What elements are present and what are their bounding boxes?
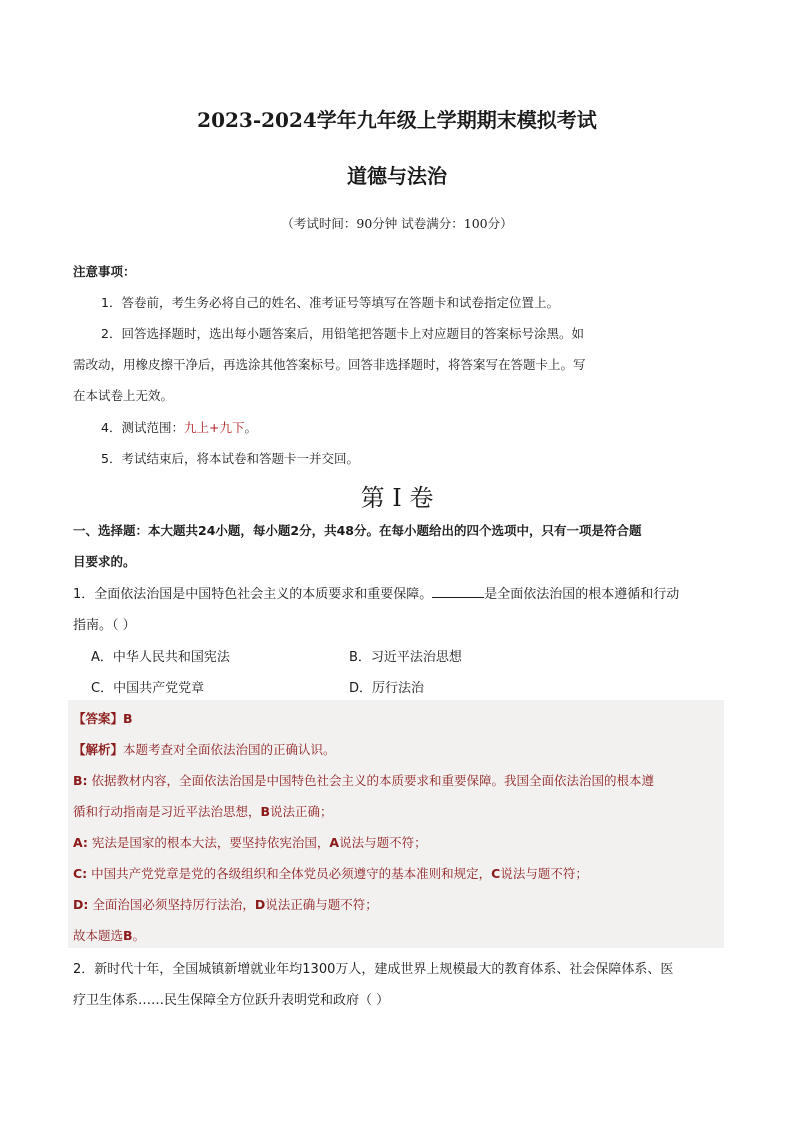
conclusion-text-b: 。 bbox=[132, 928, 146, 943]
question-1-option-a: A．中华人民共和国宪法 bbox=[91, 650, 230, 665]
analysis-b-line-2 bbox=[73, 802, 333, 820]
analysis-a-text-b: 说法与题不符； bbox=[339, 835, 427, 850]
question-2-line-1: 2．新时代十年，全国城镇新增就业年均1300万人，建成世界上规模最大的教育体系、社会保障体系、医 bbox=[73, 962, 674, 977]
analysis-b-line-1 bbox=[73, 771, 654, 789]
analysis-a-line bbox=[73, 833, 427, 851]
test-range: 九上+九下 bbox=[183, 420, 245, 435]
notice-item-2-line-1: 2．回答选择题时，选出每小题答案后，用铅笔把答题卡上对应题目的答案标号涂黑。如 bbox=[101, 326, 584, 341]
notice-item-2-line-2: 需改动，用橡皮擦干净后，再选涂其他答案标号。回答非选择题时，将答案写在答题卡上。写 bbox=[73, 357, 586, 372]
analysis-b-text-2a: 循和行动指南是习近平法治思想， bbox=[73, 804, 261, 819]
analysis-c-line bbox=[73, 864, 588, 882]
conclusion-key: B bbox=[123, 928, 133, 943]
analysis-d-line bbox=[73, 895, 378, 913]
exam-title: 2023-2024学年九年级上学期期末模拟考试 bbox=[197, 108, 597, 132]
analysis-text: 本题考查对全面依法治国的正确认识。 bbox=[123, 742, 336, 757]
analysis-a-key-inline: A bbox=[329, 835, 340, 850]
analysis-c-key: C: bbox=[73, 866, 88, 881]
analysis-d-text-b: 说法正确与题不符； bbox=[265, 897, 378, 912]
analysis-b-key-inline: B bbox=[260, 804, 271, 819]
notice-heading: 注意事项： bbox=[73, 264, 136, 279]
notice-item-5: 5．考试结束后，将本试卷和答题卡一并交回。 bbox=[101, 451, 359, 466]
analysis-b-text-1: 依据教材内容，全面依法治国是中国特色社会主义的本质要求和重要保障。我国全面依法治国的根本遵 bbox=[87, 773, 655, 788]
analysis-b-key: B: bbox=[73, 773, 88, 788]
conclusion-text-a: 故本题选 bbox=[73, 928, 124, 943]
answer-line bbox=[73, 709, 133, 727]
analysis-b-text-2b: 说法正确； bbox=[270, 804, 333, 819]
question-1-option-d: D．厉行法治 bbox=[349, 681, 425, 696]
section-heading-line-1: 一、选择题：本大题共24小题，每小题2分，共48分。在每小题给出的四个选项中，只有一项是符合题 bbox=[73, 523, 642, 538]
question-1-line-2: 指南。（ ） bbox=[73, 618, 136, 633]
notice-item-4-prefix: 4．测试范围： bbox=[101, 420, 184, 435]
analysis-line bbox=[73, 740, 336, 758]
conclusion-line bbox=[73, 926, 145, 944]
analysis-a-text-a: 宪法是国家的根本大法，要坚持依宪治国， bbox=[87, 835, 330, 850]
notice-item-2-line-3: 在本试卷上无效。 bbox=[73, 388, 174, 403]
notice-item-4 bbox=[101, 418, 257, 436]
notice-item-4-suffix: 。 bbox=[244, 420, 257, 435]
question-2-line-2: 疗卫生体系……民生保障全方位跃升表明党和政府（ ） bbox=[73, 993, 390, 1008]
answer-label: 【答案】 bbox=[73, 711, 124, 726]
notice-item-1: 1．答卷前，考生务必将自己的姓名、准考证号等填写在答题卡和试卷指定位置上。 bbox=[101, 295, 559, 310]
question-1-text-a: 1．全面依法治国是中国特色社会主义的本质要求和重要保障。 bbox=[73, 587, 433, 602]
question-1-option-c: C．中国共产党党章 bbox=[91, 681, 205, 696]
question-1-line-1 bbox=[73, 583, 679, 602]
analysis-d-key-inline: D bbox=[254, 897, 266, 912]
answer-value: B bbox=[123, 711, 133, 726]
volume-title: 第 I 卷 bbox=[360, 484, 434, 512]
analysis-d-key: D: bbox=[73, 897, 89, 912]
section-heading-line-2: 目要求的。 bbox=[73, 554, 136, 569]
analysis-c-text-a: 中国共产党党章是党的各级组织和全体党员必须遵守的基本准则和规定， bbox=[87, 866, 492, 881]
analysis-d-text-a: 全面治国必须坚持厉行法治， bbox=[88, 897, 255, 912]
analysis-a-key: A: bbox=[73, 835, 88, 850]
answer-blank bbox=[432, 585, 484, 598]
analysis-c-text-b: 说法与题不符； bbox=[500, 866, 588, 881]
analysis-c-key-inline: C bbox=[491, 866, 501, 881]
subject-title: 道德与法治 bbox=[347, 164, 447, 188]
question-1-option-b: B．习近平法治思想 bbox=[349, 650, 462, 665]
exam-info: （考试时间：90分钟 试卷满分：100分） bbox=[281, 216, 513, 231]
analysis-label: 【解析】 bbox=[73, 742, 124, 757]
question-1-text-b: 是全面依法治国的根本遵循和行动 bbox=[484, 587, 680, 602]
